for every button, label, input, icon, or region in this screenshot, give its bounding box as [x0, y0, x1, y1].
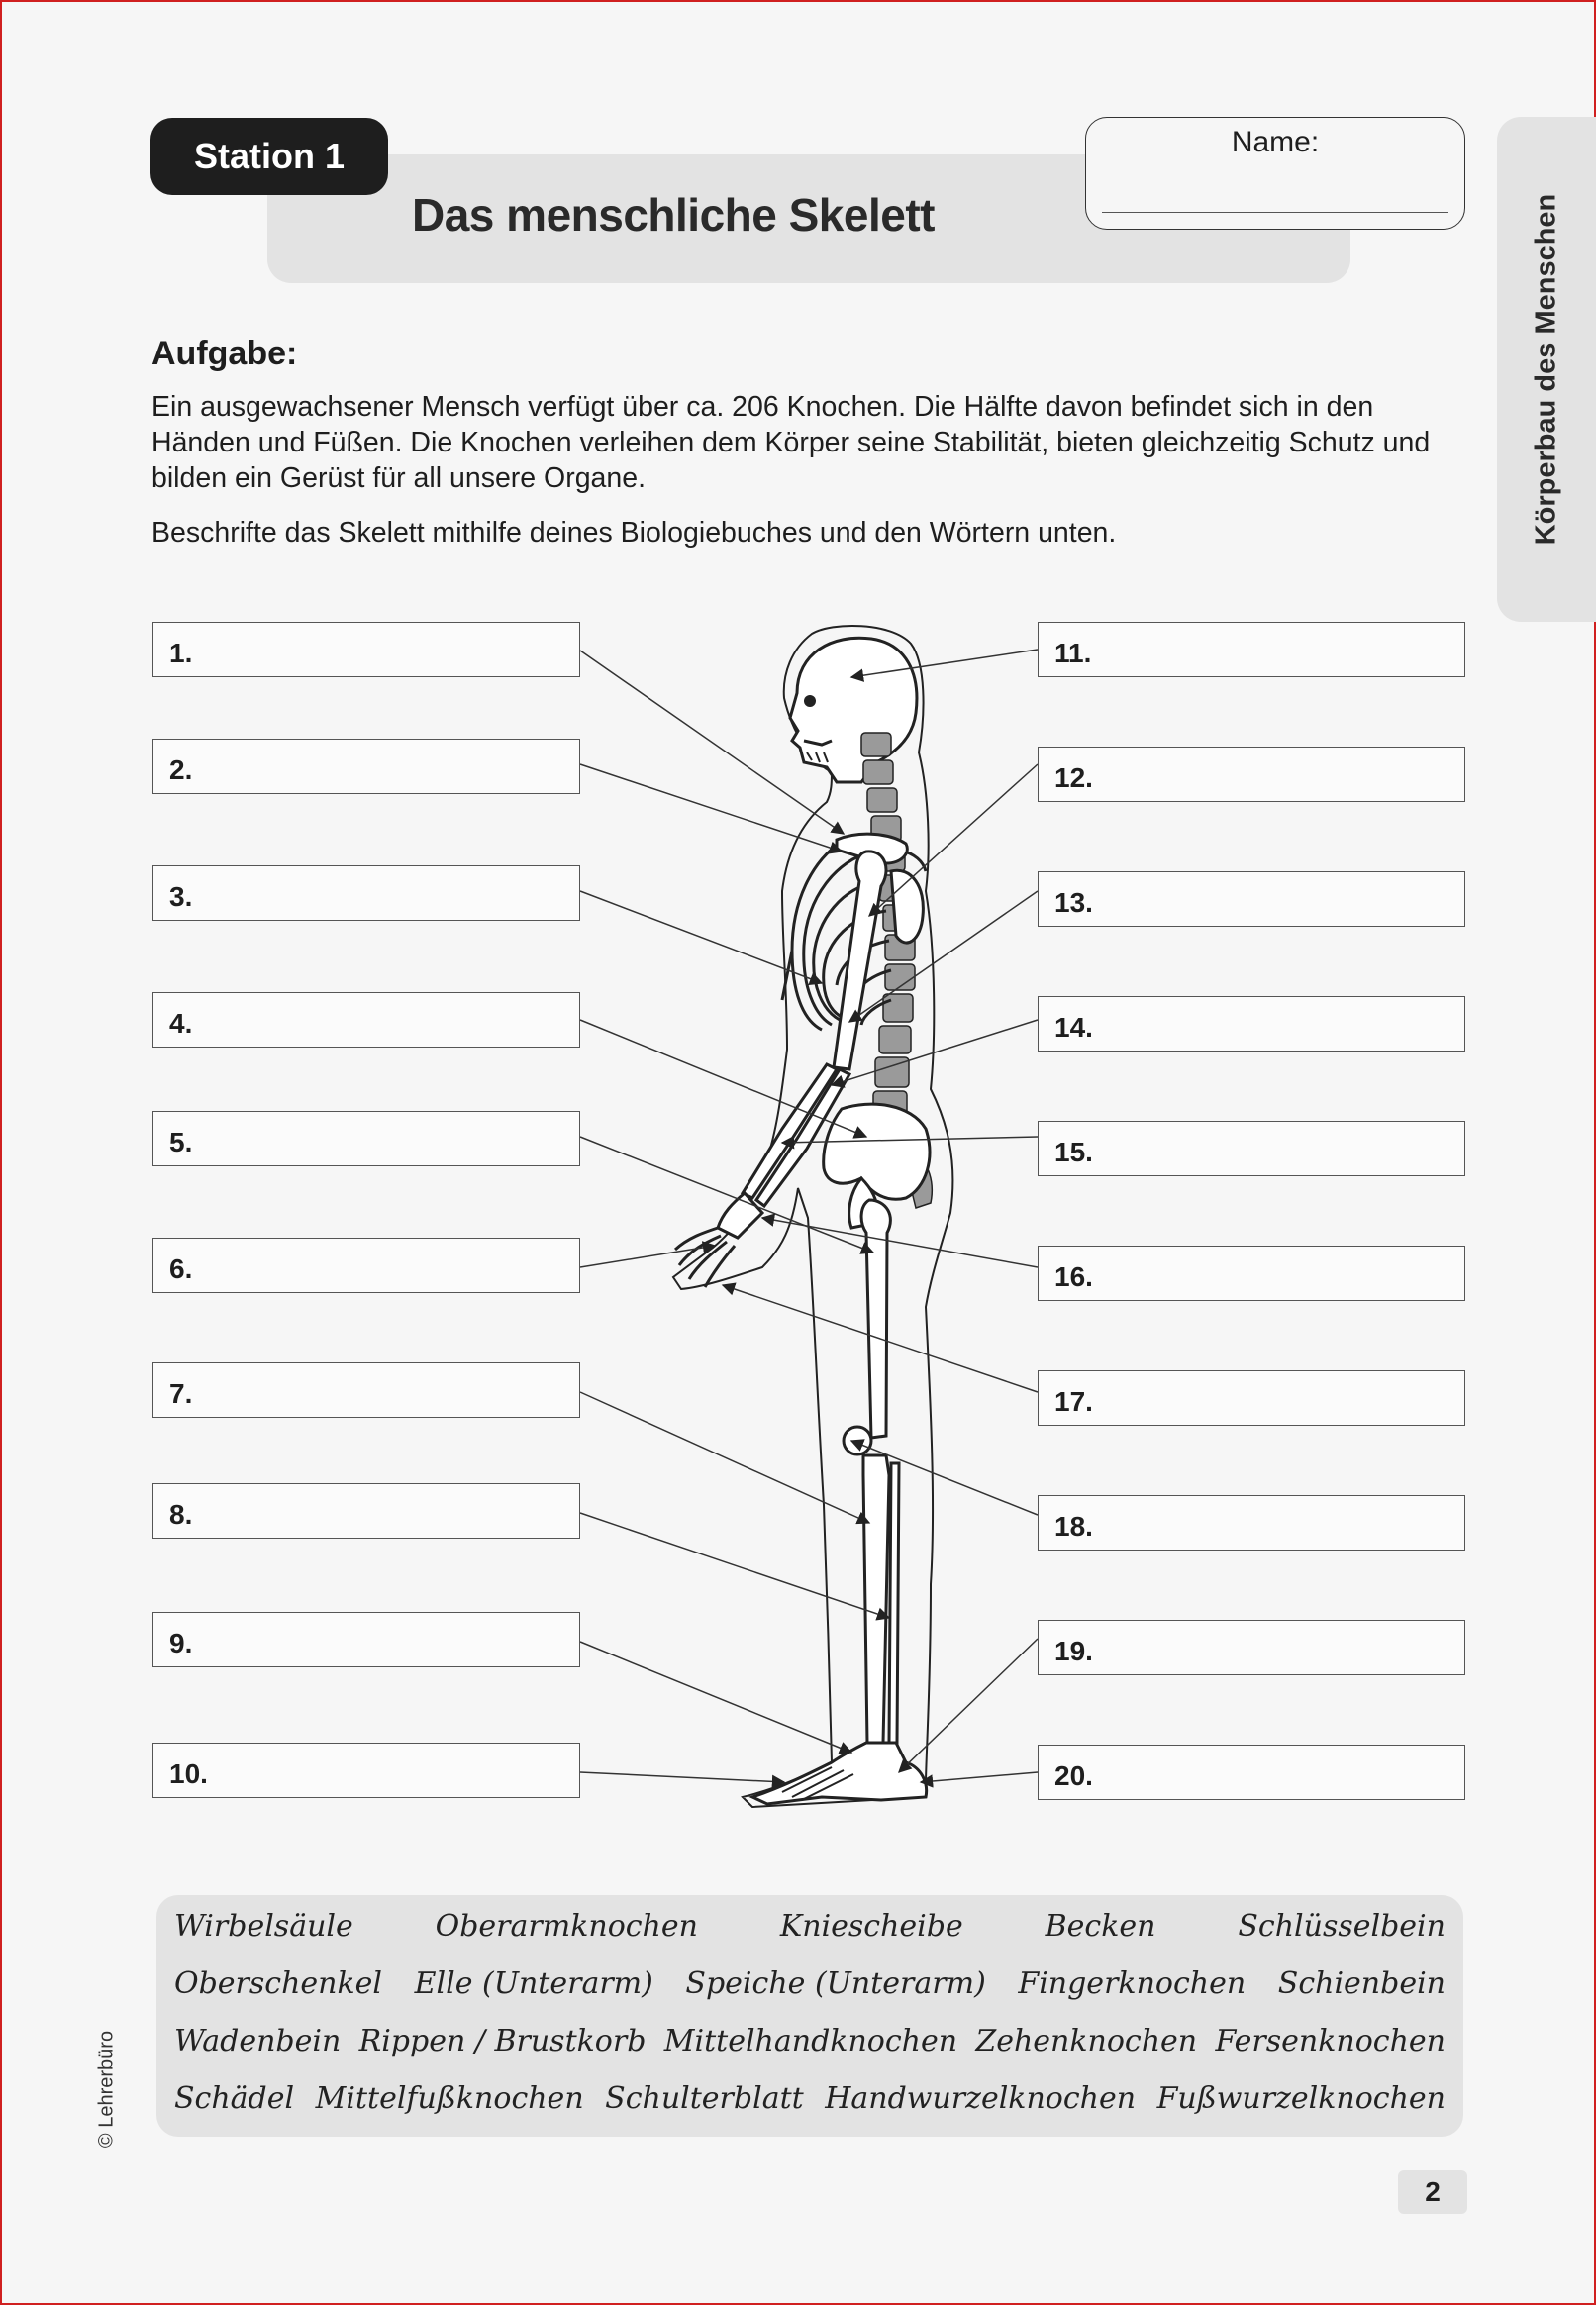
word-bank-term: Schlüsselbein	[1238, 1909, 1446, 1944]
label-field-16[interactable]	[1038, 1246, 1465, 1301]
label-field-18[interactable]	[1038, 1495, 1465, 1551]
label-field-2[interactable]	[152, 739, 580, 794]
word-bank-term: Schädel	[174, 2081, 295, 2116]
word-bank-row-2	[174, 1966, 1446, 2001]
word-bank-term: Mittelhandknochen	[663, 2024, 958, 2058]
label-number: 12.	[1054, 762, 1093, 793]
label-field-19[interactable]	[1038, 1620, 1465, 1675]
leader-line-2	[580, 764, 842, 852]
leader-line-7	[580, 1392, 869, 1523]
word-bank-term: Wadenbein	[174, 2024, 342, 2058]
label-number: 11.	[1054, 638, 1092, 668]
name-label: Name:	[1231, 126, 1320, 158]
word-bank-term: Fingerknochen	[1018, 1966, 1247, 2001]
label-field-17[interactable]	[1038, 1370, 1465, 1426]
leader-line-8	[580, 1513, 889, 1618]
label-field-6[interactable]	[152, 1238, 580, 1293]
station-badge: Station 1	[150, 118, 388, 195]
word-bank-row-1	[174, 1909, 1446, 1944]
leader-line-16	[762, 1218, 1038, 1267]
leg	[752, 1200, 927, 1804]
word-bank-term: Schienbein	[1277, 1966, 1446, 2001]
label-number: 8.	[169, 1499, 193, 1530]
label-number: 6.	[169, 1253, 193, 1284]
word-bank-term: Handwurzelknochen	[825, 2081, 1137, 2116]
label-field-3[interactable]	[152, 865, 580, 921]
label-number: 16.	[1054, 1261, 1093, 1292]
label-field-8[interactable]	[152, 1483, 580, 1539]
label-field-13[interactable]	[1038, 871, 1465, 927]
word-bank-term: Becken	[1045, 1909, 1156, 1944]
label-number: 2.	[169, 754, 193, 785]
word-bank-term: Wirbelsäule	[174, 1909, 353, 1944]
label-field-12[interactable]	[1038, 747, 1465, 802]
label-number: 15.	[1054, 1137, 1093, 1167]
label-number: 18.	[1054, 1511, 1093, 1542]
word-bank-term: Oberschenkel	[174, 1966, 383, 2001]
copyright-notice: © Lehrerbüro	[95, 2030, 118, 2149]
side-tab-label: Körperbau des Menschen	[1530, 193, 1562, 546]
word-bank-term: Mittelfußknochen	[315, 2081, 584, 2116]
leader-line-9	[580, 1642, 851, 1753]
label-number: 4.	[169, 1008, 193, 1039]
label-number: 19.	[1054, 1636, 1093, 1666]
label-field-15[interactable]	[1038, 1121, 1465, 1176]
word-bank-term: Schulterblatt	[605, 2081, 804, 2116]
word-bank-term: Zehenknochen	[975, 2024, 1198, 2058]
label-field-14[interactable]	[1038, 996, 1465, 1052]
word-bank-term: Elle (Unterarm)	[414, 1966, 653, 2001]
label-number: 3.	[169, 881, 193, 912]
word-bank-row-3	[174, 2024, 1446, 2058]
word-bank-term: Rippen / Brustkorb	[358, 2024, 647, 2058]
task-paragraph: Ein ausgewachsener Mensch verfügt über ca. 206 Knochen. Die Hälfte davon befindet sich in den Händen und Füßen. Die Knochen verleihen dem Körper seine Stabilität, bieten gleichzeitig Schutz und bilden ein Gerüst für all unsere Organe.	[151, 391, 1431, 494]
label-field-20[interactable]	[1038, 1745, 1465, 1800]
label-field-11[interactable]	[1038, 622, 1465, 677]
label-field-9[interactable]	[152, 1612, 580, 1667]
page-number: 2	[1398, 2170, 1467, 2214]
page-title: Das menschliche Skelett	[412, 189, 935, 241]
label-number: 13.	[1054, 887, 1093, 918]
body-outline	[673, 626, 952, 1807]
task-instruction: Beschrifte das Skelett mithilfe deines Biologiebuches und den Wörtern unten.	[151, 517, 1117, 549]
word-bank-term: Speiche (Unterarm)	[685, 1966, 986, 2001]
leader-line-3	[580, 891, 822, 983]
label-number: 14.	[1054, 1012, 1093, 1043]
leader-line-19	[899, 1639, 1038, 1772]
word-bank-term: Oberarmknochen	[435, 1909, 698, 1944]
label-field-10[interactable]	[152, 1743, 580, 1798]
word-bank-term: Kniescheibe	[779, 1909, 963, 1944]
task-heading: Aufgabe:	[151, 335, 298, 372]
leader-line-20	[921, 1772, 1038, 1782]
word-bank-term: Fersenknochen	[1215, 2024, 1446, 2058]
label-number: 7.	[169, 1378, 193, 1409]
word-bank	[156, 1895, 1463, 2137]
skull	[790, 638, 917, 782]
word-bank-term: Fußwurzelknochen	[1156, 2081, 1446, 2116]
label-field-1[interactable]	[152, 622, 580, 677]
word-bank-row-4	[174, 2081, 1446, 2116]
label-number: 5.	[169, 1127, 193, 1157]
label-number: 17.	[1054, 1386, 1093, 1417]
label-number: 10.	[169, 1758, 208, 1789]
label-field-4[interactable]	[152, 992, 580, 1048]
label-field-5[interactable]	[152, 1111, 580, 1166]
leader-line-6	[580, 1246, 715, 1267]
label-field-7[interactable]	[152, 1362, 580, 1418]
label-number: 20.	[1054, 1760, 1093, 1791]
label-number: 9.	[169, 1628, 193, 1658]
label-number: 1.	[169, 638, 193, 668]
leader-line-10	[580, 1772, 784, 1782]
